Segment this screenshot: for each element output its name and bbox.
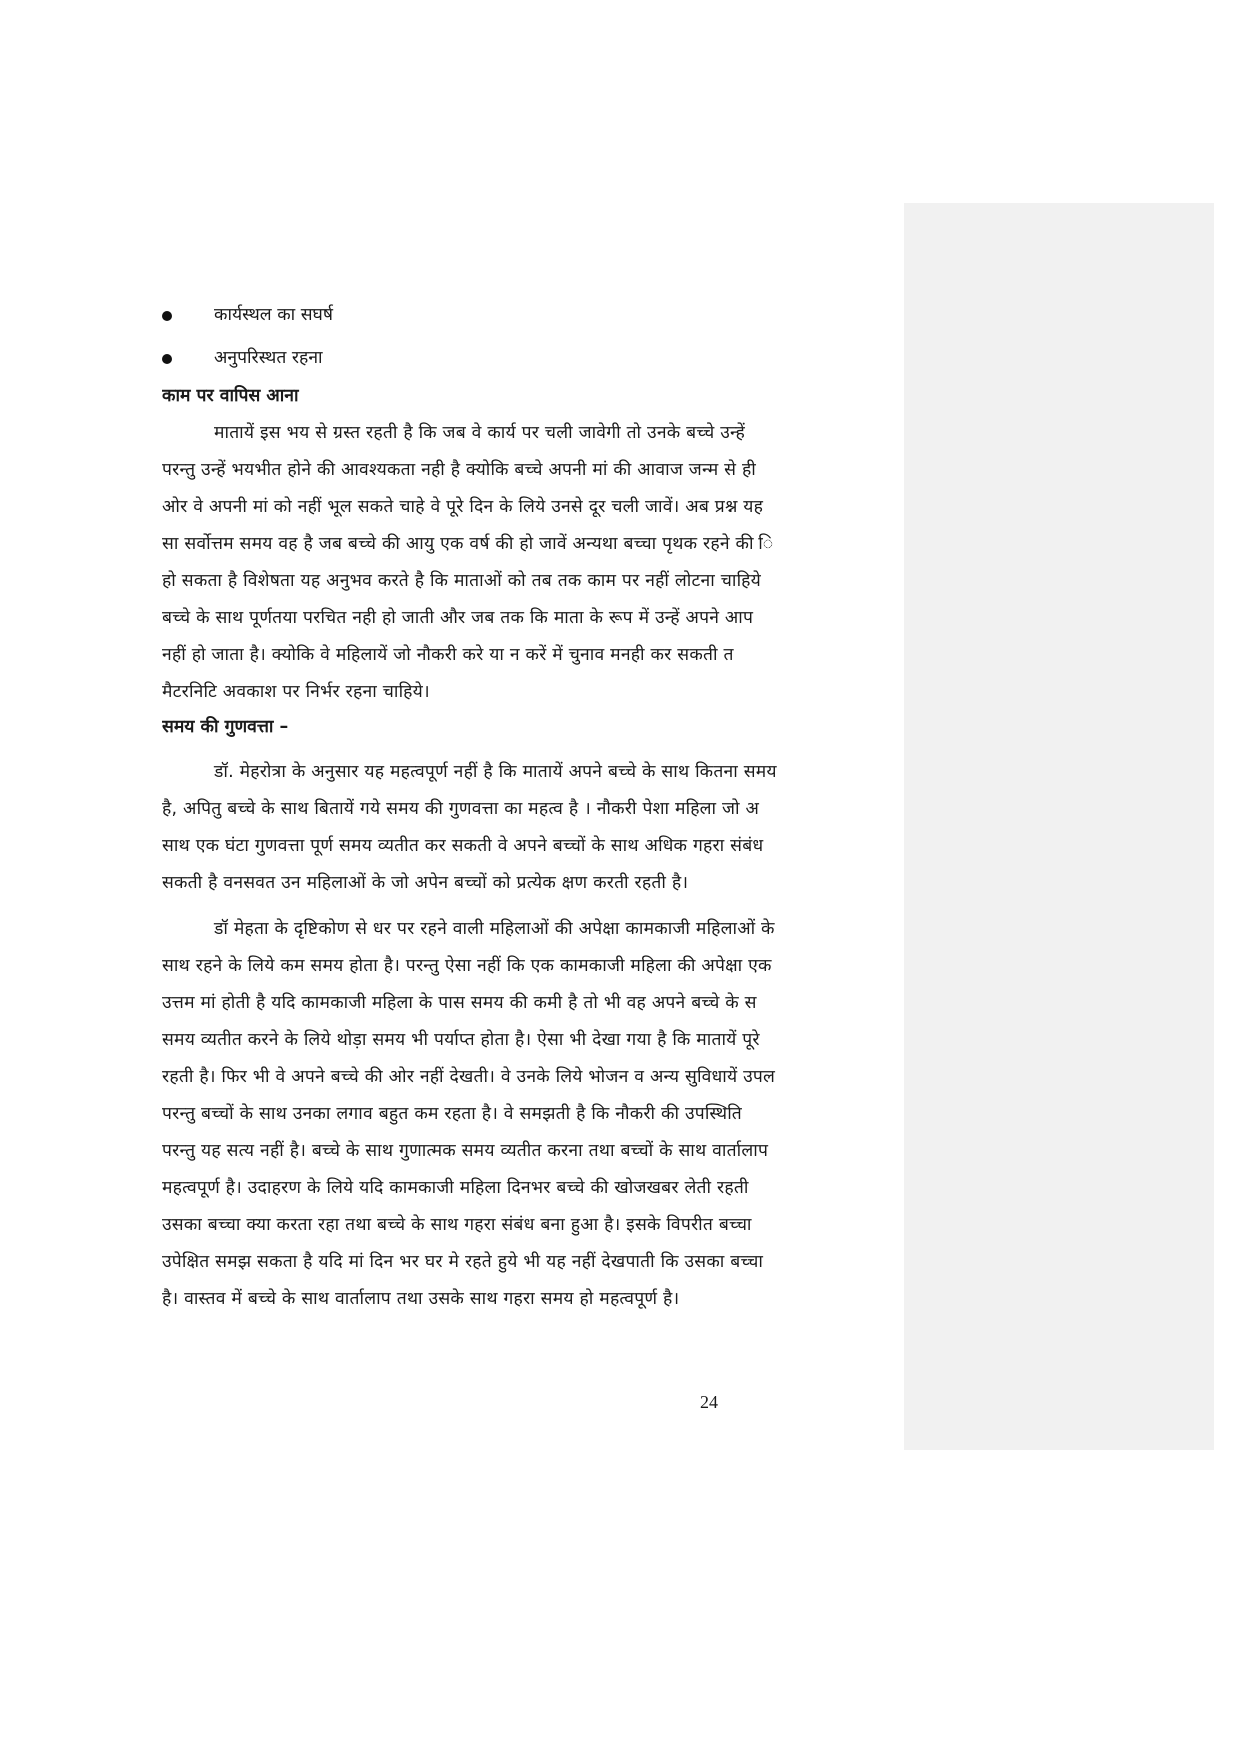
paragraph-line: है, अपितु बच्चे के साथ बितायें गये समय की गुणवत्ता का महत्व है । नौकरी पेशा महिला जो अ: [162, 799, 760, 819]
paragraph-line: है। वास्तव में बच्चे के साथ वार्तालाप तथा उसके साथ गहरा समय हो महत्वपूर्ण है।: [162, 1289, 680, 1309]
bullet-item: अनुपरिस्थत रहना: [214, 348, 323, 368]
section-heading: काम पर वापिस आना: [162, 386, 299, 406]
paragraph-line: मातायें इस भय से ग्रस्त रहती है कि जब वे कार्य पर चली जावेगी तो उनके बच्चे उन्हें: [214, 423, 745, 443]
paragraph-line: महत्वपूर्ण है। उदाहरण के लिये यदि कामकाजी महिला दिनभर बच्चे की खोजखबर लेती रहती: [162, 1178, 749, 1198]
paragraph-line: साथ रहने के लिये कम समय होता है। परन्तु ऐसा नहीं कि एक कामकाजी महिला की अपेक्षा एक: [162, 956, 772, 976]
comment-pane: [904, 203, 1214, 1450]
page-number: 24: [700, 1392, 718, 1412]
paragraph-line: उपेक्षित समझ सकता है यदि मां दिन भर घर मे रहते हुये भी यह नहीं देखपाती कि उसका बच्चा: [162, 1252, 764, 1272]
section-heading: समय की गुणवत्ता –: [162, 717, 289, 737]
bullet-dot: [162, 311, 172, 321]
bullet-dot: [162, 354, 172, 364]
paragraph-line: डॉ मेहता के दृष्टिकोण से धर पर रहने वाली महिलाओं की अपेक्षा कामकाजी महिलाओं के: [214, 919, 775, 939]
paragraph-line: परन्तु उन्हें भयभीत होने की आवश्यकता नही है क्योकि बच्चे अपनी मां की आवाज जन्म से ही: [162, 460, 756, 480]
paragraph-line: हो सकता है विशेषता यह अनुभव करते है कि माताओं को तब तक काम पर नहीं लोटना चाहिये: [162, 571, 761, 591]
paragraph-line: साथ एक घंटा गुणवत्ता पूर्ण समय व्यतीत कर सकती वे अपने बच्चों के साथ अधिक गहरा संबंध: [162, 836, 764, 856]
page-body: [162, 0, 904, 1753]
paragraph-line: परन्तु बच्चों के साथ उनका लगाव बहुत कम रहता है। वे समझती है कि नौकरी की उपस्थिति: [162, 1104, 742, 1124]
paragraph-line: ओर वे अपनी मां को नहीं भूल सकते चाहे वे पूरे दिन के लिये उनसे दूर चली जावें। अब प्रश्न यह: [162, 497, 764, 517]
paragraph-line: समय व्यतीत करने के लिये थोड़ा समय भी पर्याप्त होता है। ऐसा भी देखा गया है कि मातायें पूरे: [162, 1030, 760, 1050]
paragraph-line: डॉ. मेहरोत्रा के अनुसार यह महत्वपूर्ण नहीं है कि मातायें अपने बच्चे के साथ कितना समय: [214, 762, 777, 782]
paragraph-line: सकती है वनसवत उन महिलाओं के जो अपेन बच्चों को प्रत्येक क्षण करती रहती है।: [162, 873, 689, 893]
paragraph-line: उत्तम मां होती है यदि कामकाजी महिला के पास समय की कमी है तो भी वह अपने बच्चे के स: [162, 993, 757, 1013]
paragraph-line: बच्चे के साथ पूर्णतया परचित नही हो जाती और जब तक कि माता के रूप में उन्हें अपने आप: [162, 608, 754, 628]
paragraph-line: परन्तु यह सत्य नहीं है। बच्चे के साथ गुणात्मक समय व्यतीत करना तथा बच्चों के साथ वार्तालाप: [162, 1141, 769, 1161]
paragraph-line: उसका बच्चा क्या करता रहा तथा बच्चे के साथ गहरा संबंध बना हुआ है। इसके विपरीत बच्चा: [162, 1215, 752, 1235]
paragraph-line: रहती है। फिर भी वे अपने बच्चे की ओर नहीं देखती। वे उनके लिये भोजन व अन्य सुविधायें उपल: [162, 1067, 776, 1087]
paragraph-line: सा सर्वोत्तम समय वह है जब बच्चे की आयु एक वर्ष की हो जावें अन्यथा बच्चा पृथक रहने की ि: [162, 534, 774, 554]
paragraph-line: मैटरनिटि अवकाश पर निर्भर रहना चाहिये।: [162, 682, 430, 702]
paragraph-line: नहीं हो जाता है। क्योकि वे महिलायें जो नौकरी करे या न करें में चुनाव मनही कर सकती त: [162, 645, 734, 665]
bullet-item: कार्यस्थल का सघर्ष: [214, 305, 334, 325]
